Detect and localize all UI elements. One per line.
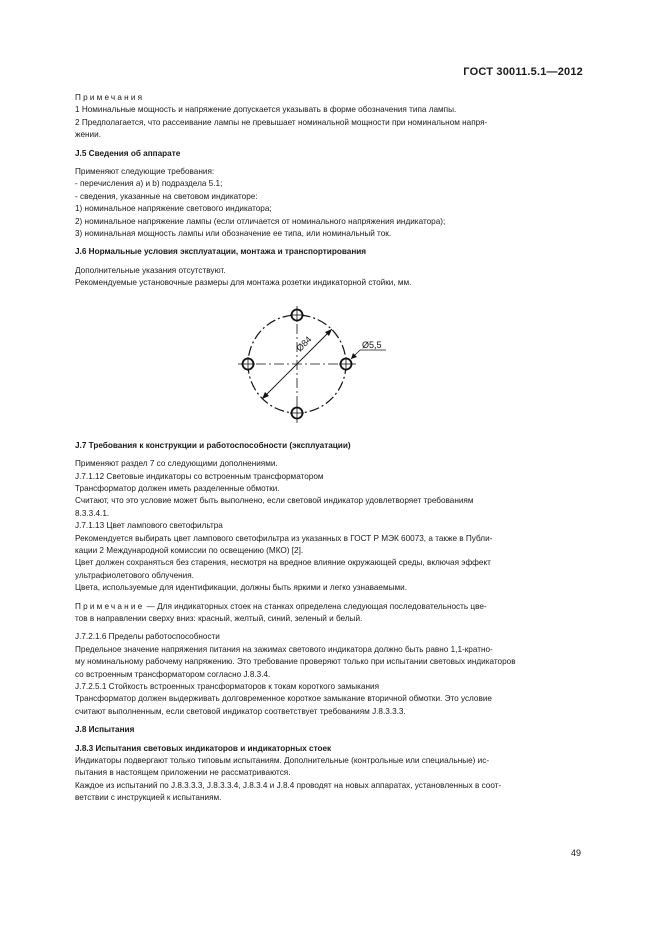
j7-line: со встроенным трансформатором согласно J.8.3.4. <box>75 669 271 679</box>
j8-line: пытания в настоящем приложении не рассматриваются. <box>75 768 291 778</box>
j7-line: считают выполненным, если световой индикатор соответствует требованиям J.8.3.3.3. <box>75 706 406 716</box>
section-j5-heading: J.5 Сведения об аппарате <box>75 148 181 158</box>
j5-line: 2) номинальное напряжение лампы (если отличается от номинального напряжения индикатора); <box>75 216 446 226</box>
notes-label: Примечания <box>75 93 145 102</box>
j7-line: Цвета, используемые для идентификации, должны быть яркими и легко узнаваемыми. <box>75 583 407 593</box>
j7-note-line-2: тов в направлении сверху вниз: красный, желтый, синий, зеленый и белый. <box>75 613 363 623</box>
j5-line: 3) номинальная мощность лампы или обозначение ее типа, или номинальный ток. <box>75 229 392 239</box>
diameter-dimension-line <box>262 329 332 399</box>
note-2-line-2: жении. <box>75 130 101 140</box>
note-1: 1 Номинальные мощность и напряжение допускается указывать в форме обозначения типа лампы. <box>75 105 457 115</box>
j7-line: Применяют раздел 7 со следующими дополнениями. <box>75 459 278 469</box>
mounting-figure <box>75 290 586 440</box>
j5-line: - сведения, указанные на световом индикаторе: <box>75 191 258 201</box>
j5-line: - перечисления а) и b) подраздела 5.1; <box>75 179 223 189</box>
j8-line: Каждое из испытаний по J.8.3.3.3, J.8.3.3.4, J.8.3.4 и J.8.4 проводят на новых аппаратах, установленных в соот- <box>75 780 502 790</box>
page-content <box>75 92 586 805</box>
j7-line: ультрафиолетового облучения. <box>75 570 194 580</box>
hole-top <box>290 308 304 322</box>
hole-right <box>339 357 353 371</box>
hole-diameter-label: Ø5,5 <box>362 339 382 350</box>
mounting-drawing <box>230 294 390 434</box>
j7-line: J.7.1.12 Световые индикаторы со встроенным трансформатором <box>75 471 324 481</box>
note-label: Примечание <box>75 601 145 611</box>
j7-line: Трансформатор должен иметь разделенные обмотки. <box>75 483 280 493</box>
j7-line: J.7.2.1.6 Пределы работоспособности <box>75 632 220 642</box>
section-j6-heading: J.6 Нормальные условия эксплуатации, монтажа и транспортирования <box>75 247 367 257</box>
j7-line: Рекомендуется выбирать цвет лампового светофильтра из указанных в ГОСТ Р МЭК 60073, а также в Публи- <box>75 533 493 543</box>
j8-line: Индикаторы подвергают только типовым испытаниям. Дополнительные (контрольные или специальные) ис- <box>75 756 490 766</box>
j7-note-line-1 <box>75 601 586 613</box>
section-j83-heading: J.8.3 Испытания световых индикаторов и индикаторных стоек <box>75 743 332 753</box>
hole-bottom <box>290 406 304 420</box>
j6-line: Рекомендуемые установочные размеры для монтажа розетки индикаторной стойки, мм. <box>75 278 412 288</box>
j7-line: J.7.1.13 Цвет лампового светофильтра <box>75 521 223 531</box>
section-j8-heading: J.8 Испытания <box>75 725 135 735</box>
section-j7-heading: J.7 Требования к конструкции и работоспособности (эксплуатации) <box>75 440 351 450</box>
j5-line: 1) номинальное напряжение светового индикатора; <box>75 204 272 214</box>
hole-left <box>241 357 255 371</box>
note-2-line-1: 2 Предполагается, что рассеивание лампы не превышает номинальной мощности при номинальном напря- <box>75 117 488 127</box>
j7-line: Считают, что это условие может быть выполнено, если световой индикатор удовлетворяет требованиям <box>75 496 474 506</box>
j7-line: 8.3.3.4.1. <box>75 508 110 518</box>
j7-line: Трансформатор должен выдерживать долговременное короткое замыкание вторичной обмотки. Это условие <box>75 694 492 704</box>
j5-line: Применяют следующие требования: <box>75 167 215 177</box>
document-header: ГОСТ 30011.5.1—2012 <box>463 66 583 78</box>
page-number: 49 <box>570 848 581 858</box>
j7-line: му номинальному рабочему напряжению. Это требование проверяют только при испытании световых индикаторов <box>75 657 516 667</box>
j7-line: Цвет должен сохраняться без старения, несмотря на вредное влияние окружающей среды, включая эффект <box>75 558 491 568</box>
j8-line: ветствии с инструкцией к испытаниям. <box>75 793 222 803</box>
note-text: — Для индикаторных стоек на станках определена следующая последовательность цве- <box>144 601 487 611</box>
j7-line: кации 2 Международной комиссии по освещению (МКО) [2]. <box>75 545 304 555</box>
j7-line: J.7.2.5.1 Стойкость встроенных трансформаторов к токам короткого замыкания <box>75 682 380 691</box>
diameter-label: Ø84 <box>294 333 314 354</box>
j7-line: Предельное значение напряжения питания на зажимах светового индикатора должно быть равно 1,1-кратно- <box>75 644 493 654</box>
j6-line: Дополнительные указания отсутствуют. <box>75 265 226 275</box>
